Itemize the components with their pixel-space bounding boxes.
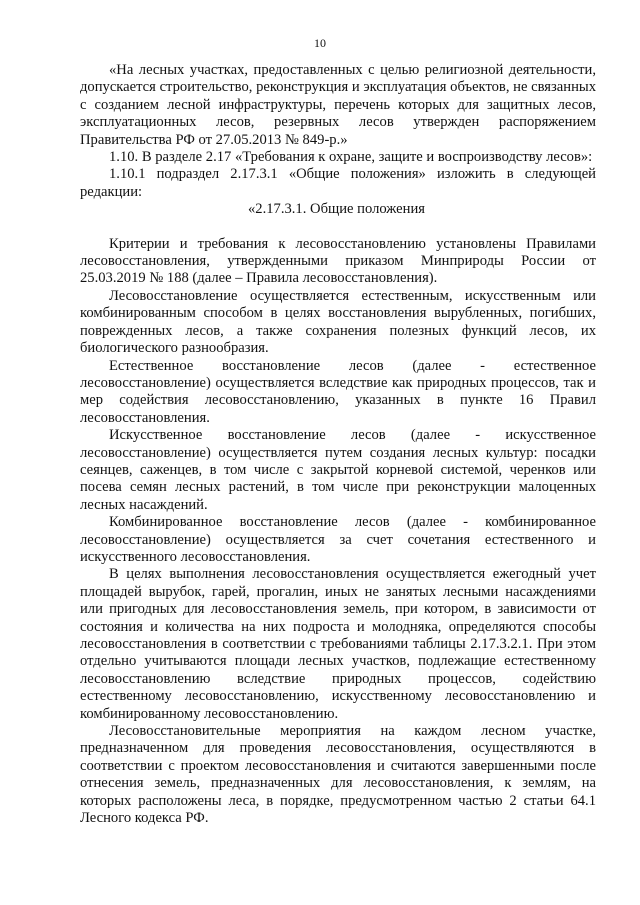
document-body <box>80 62 596 827</box>
paragraph-annual-accounting: В целях выполнения лесовосстановления осуществляется ежегодный учет площадей вырубок, гарей, прогалин, иных не занятых лесными насаждениями или пригодных для лесовосстановления земель, при котором, в зависимости от состояния и количества на них подроста и молодняка, определяются способы лесовосстановления в соответствии с требованиями таблицы 2.17.3.2.1. При этом отдельно учитываются площади лесных участков, подлежащие естественному лесовосстановлению вследствие природных процессов, содействию естественному лесовосстановлению, искусственному лесовосстановлению и комбинированному лесовосстановлению. <box>80 566 596 722</box>
paragraph-reforestation-measures: Лесовосстановительные мероприятия на каждом лесном участке, предназначенном для проведения лесовосстановления, осуществляются в соответствии с проектом лесовосстановления и считаются завершенными после отнесения земель, предназначенных для лесовосстановления, к землям, на которых расположены леса, в порядке, предусмотренном частью 2 статьи 64.1 Лесного кодекса РФ. <box>80 723 596 827</box>
section-heading: «2.17.3.1. Общие положения <box>248 201 425 218</box>
paragraph-section-1-10-1: 1.10.1 подраздел 2.17.3.1 «Общие положения» изложить в следующей редакции: <box>80 166 596 200</box>
page-number: 10 <box>314 36 326 50</box>
paragraph-natural-reforestation: Естественное восстановление лесов (далее - естественное лесовосстановление) осуществляется вследствие как природных процессов, так и мер содействия лесовосстановлению, указанных в пункте 16 Правил лесовосстановления. <box>80 357 596 426</box>
paragraph-reforestation-methods: Лесовосстановление осуществляется естественным, искусственным или комбинированным способом в целях восстановления вырубленных, погибших, поврежденных лесов, а также сохранения полезных функций лесов, их биологического разнообразия. <box>80 287 596 357</box>
paragraph-section-1-10: 1.10. В разделе 2.17 «Требования к охране, защите и воспроизводству лесов»: <box>109 149 593 166</box>
paragraph-religious-land-use: «На лесных участках, предоставленных с целью религиозной деятельности, допускается строительство, реконструкция и эксплуатация объектов, не связанных с созданием лесной инфраструктуры, перечень которых для защитных лесов, эксплуатационных лесов, резервных лесов утвержден распоряжением Правительства РФ от 27.05.2013 № 849-р.» <box>80 62 596 148</box>
paragraph-criteria: Критерии и требования к лесовосстановлению установлены Правилами лесовосстановления, утвержденными приказом Минприроды России от 25.03.2019 № 188 (далее – Правила лесовосстановления). <box>80 235 596 287</box>
blank-line <box>80 219 596 236</box>
paragraph-combined-reforestation: Комбинированное восстановление лесов (далее - комбинированное лесовосстановление) осуществляется за счет сочетания естественного и искусственного лесовосстановления. <box>80 514 596 565</box>
paragraph-artificial-reforestation: Искусственное восстановление лесов (далее - искусственное лесовосстановление) осуществляется путем создания лесных культур: посадки сеянцев, саженцев, в том числе с закрытой корневой системой, черенков или посева семян лесных растений, в том числе при реконструкции малоценных лесных насаждений. <box>80 427 596 513</box>
